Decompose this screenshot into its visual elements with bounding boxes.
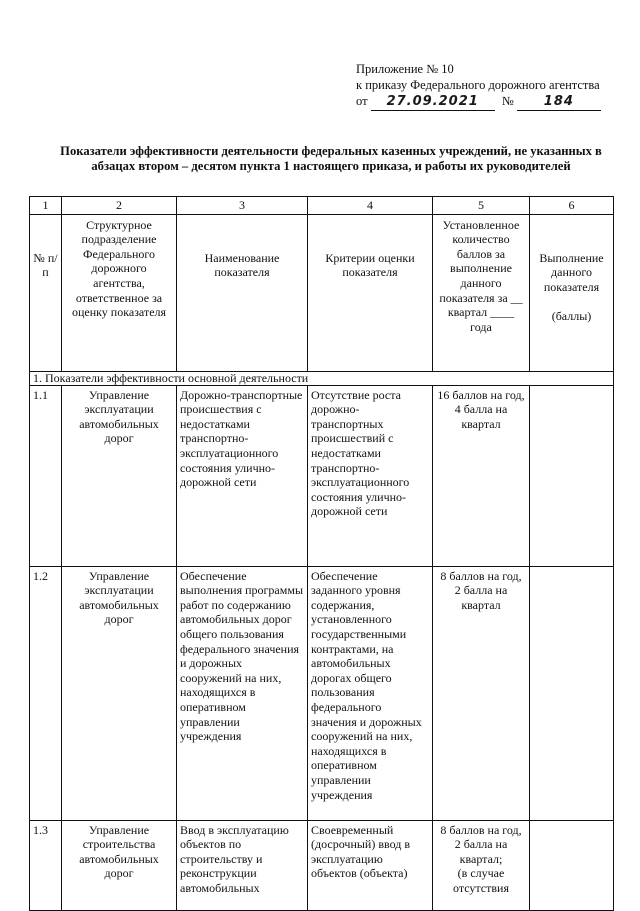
header-unit: Структурное подразделение Федерального дорожного агентства, ответственное за оценку показателя <box>62 214 177 371</box>
header-name: Наименование показателя <box>177 214 308 371</box>
row-criteria: Отсутствие роста дорожно-транспортных происшествий с недостатками транспортно-эксплуатационного состояния улично-дорожной сети <box>308 385 433 566</box>
appendix-order: к приказу Федерального дорожного агентства <box>356 78 600 92</box>
column-number: 3 <box>177 197 308 215</box>
number-field <box>517 93 601 111</box>
column-number: 2 <box>62 197 177 215</box>
row-unit: Управление эксплуатации автомобильных дорог <box>62 385 177 566</box>
column-number: 6 <box>530 197 614 215</box>
section-title: 1. Показатели эффективности основной деятельности <box>30 371 614 385</box>
row-name: Ввод в эксплуатацию объектов по строительству и реконструкции автомобильных <box>177 820 308 910</box>
handwritten-date: 27.09.2021 <box>386 94 479 109</box>
appendix-date-line <box>356 93 601 111</box>
header-row <box>30 214 614 371</box>
row-result <box>530 820 614 910</box>
row-points: 16 баллов на год, 4 балла на квартал <box>433 385 530 566</box>
row-points: 8 баллов на год, 2 балла на квартал <box>433 566 530 820</box>
column-number: 5 <box>433 197 530 215</box>
number-label: № <box>501 94 514 108</box>
column-number-row <box>30 197 614 215</box>
row-number: 1.1 <box>30 385 62 566</box>
row-result <box>530 385 614 566</box>
column-number: 1 <box>30 197 62 215</box>
section-row <box>30 371 614 385</box>
document-title: Показатели эффективности деятельности федеральных казенных учреждений, не указанных в абзацах втором – десятом пункта 1 настоящего приказа, и работы их руководителей <box>60 144 602 173</box>
table-row <box>30 566 614 820</box>
row-criteria: Обеспечение заданного уровня содержания, установленного государственными контрактами, на автомобильных дорогах общего пользования федерального значения и дорожных сооружений на них, находящихся в оперативном управлении учреждения <box>308 566 433 820</box>
indicators-table <box>29 196 614 911</box>
date-field <box>371 93 495 111</box>
header-number: № п/п <box>30 214 62 371</box>
handwritten-number: 184 <box>543 94 574 109</box>
row-number: 1.2 <box>30 566 62 820</box>
row-number: 1.3 <box>30 820 62 910</box>
appendix-block <box>356 61 601 111</box>
header-criteria: Критерии оценки показателя <box>308 214 433 371</box>
header-result: Выполнение данного показателя (баллы) <box>530 214 614 371</box>
column-number: 4 <box>308 197 433 215</box>
row-unit: Управление эксплуатации автомобильных дорог <box>62 566 177 820</box>
row-points: 8 баллов на год, 2 балла на квартал; (в случае отсутствия <box>433 820 530 910</box>
row-name: Обеспечение выполнения программы работ по содержанию автомобильных дорог общего пользования федерального значения и дорожных сооружений на них, находящихся в оперативном управлении учреждения <box>177 566 308 820</box>
row-result <box>530 566 614 820</box>
table-row <box>30 385 614 566</box>
table-row <box>30 820 614 910</box>
appendix-title: Приложение № 10 <box>356 62 454 76</box>
header-points: Установленное количество баллов за выполнение данного показателя за __ квартал ____ года <box>433 214 530 371</box>
row-criteria: Своевременный (досрочный) ввод в эксплуатацию объектов (объекта) <box>308 820 433 910</box>
from-label: от <box>356 94 368 108</box>
row-name: Дорожно-транспортные происшествия с недостатками транспортно-эксплуатационного состояния улично-дорожной сети <box>177 385 308 566</box>
row-unit: Управление строительства автомобильных дорог <box>62 820 177 910</box>
